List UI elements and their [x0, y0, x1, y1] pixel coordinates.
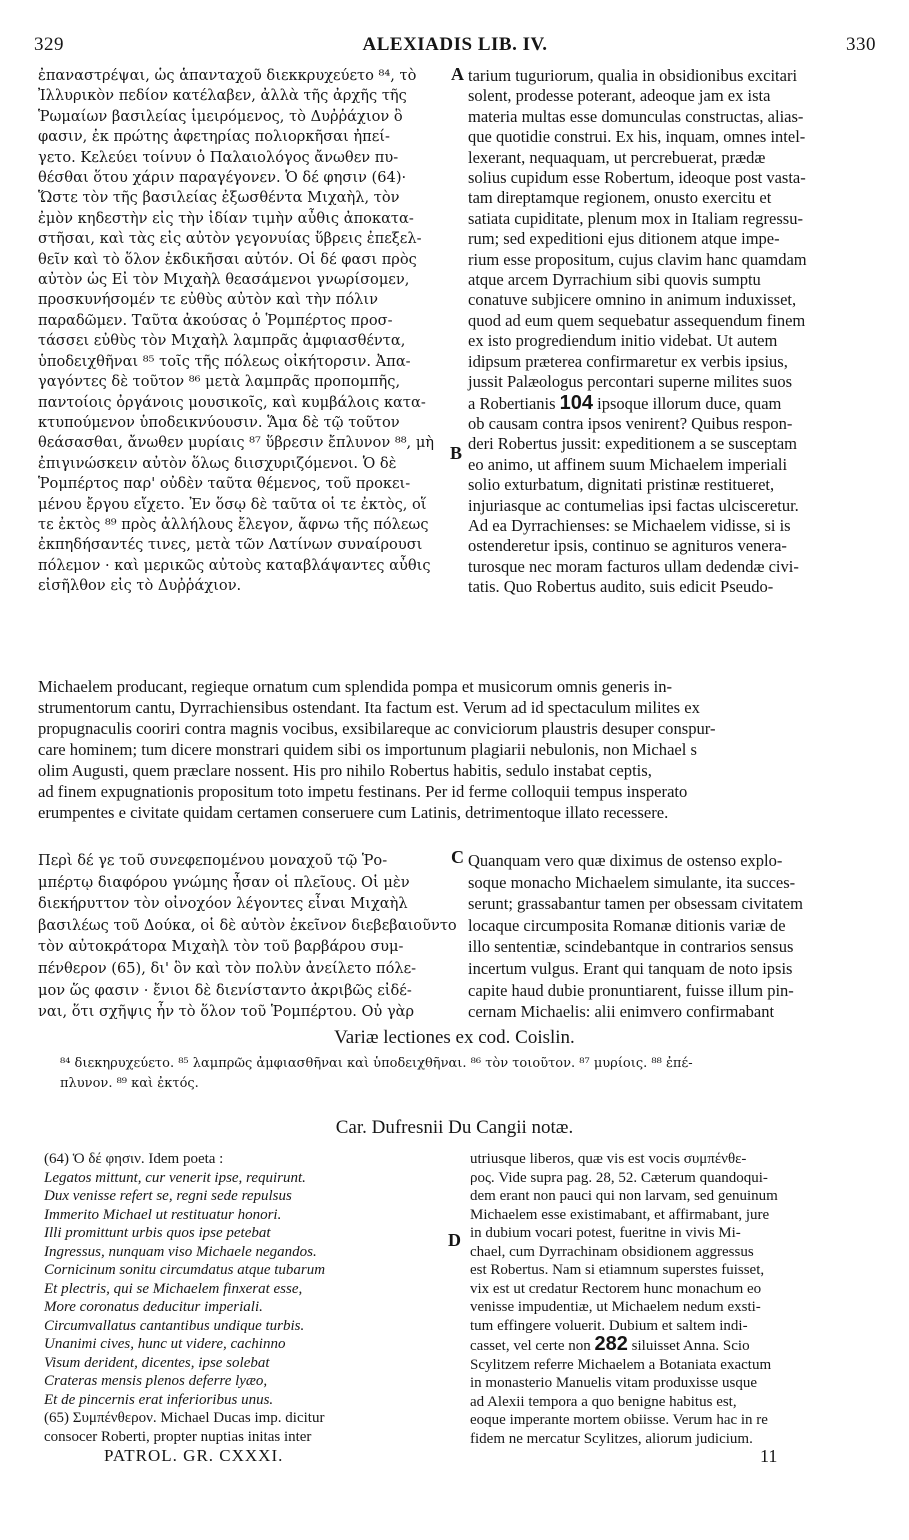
- note-line: tum effingere voluerit. Dubium et saltem indi-: [470, 1317, 748, 1334]
- text-line: θεάσασθαι, ἄνωθεν μυρίαις ⁸⁷ ὕβρεσιν ἔπλυνον ⁸⁸, μὴ: [38, 434, 435, 452]
- text-line: μον ὥς φασιν · ἔνιοι δὲ διενίσταντο ἀκριβῶς εἰδέ-: [38, 981, 412, 999]
- column-number: 282: [594, 1333, 628, 1355]
- text-line: παραδῶμεν. Ταῦτα ἀκούσας ὁ Ῥομπέρτος προσ-: [38, 311, 393, 329]
- text-line: διεκήρυττον τὸν οἰνοχόον λέγοντες εἶναι Μιχαὴλ: [38, 895, 408, 913]
- series-signature: PATROL. GR. CXXXI.: [104, 1446, 284, 1465]
- text-line: θεῖν καὶ τὸ ὅλον ἐκδικῆσαι αὐτόν. Οἱ δέ φασι πρὸς: [38, 250, 417, 268]
- text-line: ἐκπηδήσαντές τινες, μετὰ τῶν Λατίνων συναίρουσι: [38, 536, 423, 554]
- poem-verse: Crateras mensis plenos deferre lyæo,: [44, 1373, 268, 1389]
- text-line: τάσσει εὐθὺς τὸν Μιχαὴλ λαμπρᾶς ἀμφιασθέντα,: [38, 332, 406, 350]
- text-line: strumentorum cantu, Dyrrachiensibus ostendant. Ita factum est. Verum ad id spectaculum milites ex: [38, 698, 700, 717]
- text-line: ναι, ὅτι σχῆψις ἦν τὸ ὅλον τοῦ Ῥομπέρτου. Οὐ γὰρ: [38, 1003, 415, 1021]
- text-line: στῆσαι, καὶ τὰς εἰς αὐτὸν γεγονυίας ὕβρεις ἐπεξελ-: [38, 230, 422, 248]
- text-line: ἐμὸν κηδεστὴν εἰς τὴν ἰδίαν τιμὴν αὖθις ἀποκατα-: [38, 209, 414, 227]
- poem-verses: [44, 1169, 444, 1410]
- text-line: conatuve subjicere omnino in animum induxisset,: [468, 290, 797, 310]
- note-line: in monasterio Manuelis vitam produxisse usque: [470, 1375, 758, 1391]
- text-fragment: a Robertianis: [468, 393, 556, 413]
- text-line: tam direptamque regionem, onusto exercitu et: [468, 188, 772, 208]
- variant-readings-title: Variæ lectiones ex cod. Coislin.: [334, 1027, 575, 1048]
- text-line: quod ad eum quem sequebatur assequendum finem: [468, 310, 806, 330]
- page-number-right: 330: [846, 34, 876, 55]
- poem-verse: Legatos mittunt, cur venerit ipse, requirunt.: [44, 1169, 306, 1186]
- text-line: care hominem; tum dicere monstrari quidem sibi os importunum plagiarii nebulonis, non Michael s: [38, 740, 698, 759]
- note-line: chael, cum Dyrrachinam obsidionem aggressus: [470, 1243, 754, 1260]
- notes-right-column: [470, 1150, 878, 1448]
- poem-verse: Illi promittunt urbis quos ipse petebat: [44, 1225, 271, 1241]
- poem-verse: Ingressus, nunquam viso Michaele negandos.: [44, 1243, 317, 1260]
- text-line: ἐπιγινώσκειν αὐτὸν ὅλως διισχυριζόμενοι. Ὁ δὲ: [38, 454, 397, 472]
- poem-verse: Immerito Michael ut restituatur honori.: [44, 1206, 282, 1223]
- note-line: vix est ut credatur Rectorem hunc monachum eo: [470, 1280, 762, 1297]
- text-line: ob causam contra ipsos venirent? Quibus respon-: [468, 413, 793, 433]
- column-number: 104: [559, 391, 594, 414]
- text-line: Ἰλλυρικὸν πεδίον κατέλαβεν, ἀλλὰ τῆς ἀρχῆς τῆς: [38, 87, 407, 105]
- text-line: eo animo, ut affinem suum Michaelem imperiali: [468, 454, 788, 474]
- text-line: olim Augusti, quem præclare nossent. His pro nihilo Robertus habitis, sedulo instabat ceptis,: [38, 761, 652, 780]
- poem-verse: Et de pincernis erat inferioribus unus.: [44, 1391, 274, 1408]
- note-line: dem erant non pauci qui non larvam, sed genuinum: [470, 1188, 778, 1204]
- text-line: τε ἐκτὸς ⁸⁹ πρὸς ἀλλήλους ἔλεγον, ἄφνω τῆς πόλεως: [38, 515, 429, 533]
- note-line: est Robertus. Nam si etiamnum superstes fuisset,: [470, 1262, 765, 1278]
- latin-column-2: [468, 850, 876, 1023]
- poem-verse: Visum derident, dicentes, ipse solebat: [44, 1354, 270, 1371]
- greek-column-1: [38, 66, 458, 597]
- note-line: [470, 1335, 878, 1356]
- text-line: ἐπαναστρέψαι, ὡς ἁπανταχοῦ διεκκρυχεύετο ⁸⁴, τὸ: [38, 67, 417, 84]
- text-line: κτυπούμενον ὑποδεικνύουσιν. Ἅμα δὲ τῷ τοῦτον: [38, 413, 400, 431]
- text-line: materia multas esse domunculas constructas, alias-: [468, 106, 804, 126]
- note-line: consocer Roberti, propter nuptias initas inter: [44, 1428, 312, 1445]
- text-line: Περὶ δέ γε τοῦ συνεφεπομένου μοναχοῦ τῷ Ῥο-: [38, 852, 388, 869]
- text-line: jussit Palæologus percontari superne milites suos: [468, 372, 793, 392]
- note-line: ρος. Vide supra pag. 28, 52. Cæterum quandoqui-: [470, 1169, 768, 1186]
- text-line: rum; sed expeditioni ejus ditionem atque impe-: [468, 229, 780, 249]
- text-line: αὐτὸν ὡς Εἰ τὸν Μιχαὴλ θεασάμενοι γνωρίσομεν,: [38, 271, 410, 289]
- text-line: Ὥστε τὸν τῆς βασιλείας ἐξωσθέντα Μιχαὴλ, τὸν: [38, 189, 400, 207]
- section-marker-b: B: [450, 443, 463, 463]
- text-line: solius cupidum esse Robertum, ideoque post vasta-: [468, 168, 806, 188]
- poem-verse: Et plectris, qui se Michaelem finxerat esse,: [44, 1280, 303, 1297]
- text-line: ex isto progrediendum initio videbat. Ut autem: [468, 331, 778, 351]
- text-line: γετο. Κελεύει τοίνυν ὁ Παλαιολόγος ἄνωθεν πυ-: [38, 148, 399, 166]
- variant-line: ⁸⁴ διεκηρυχεύετο. ⁸⁵ λαμπρῶς ἀμφιασθῆναι καὶ ὑποδειχθῆναι. ⁸⁶ τὸν τοιοῦτον. ⁸⁷ μυρίοις. ⁸⁸ ἐπέ-: [60, 1056, 693, 1071]
- text-line: lexerant, nequaquam, ut percrebuerat, prædæ: [468, 147, 766, 167]
- note-line: eoque imperante mortem obiisse. Verum hac in re: [470, 1412, 768, 1428]
- full-width-paragraph: [38, 676, 878, 823]
- text-line: Ad ea Dyrrachienses: se Michaelem vidisse, si is: [468, 515, 791, 535]
- running-title: ALEXIADIS LIB. IV.: [362, 34, 548, 55]
- text-line: Ῥομπέρτος παρ' οὐδὲν ταῦτα θέμενος, τοῦ προκει-: [38, 475, 411, 493]
- note-line: Scylitzem referre Michaelem a Botaniata exactum: [470, 1356, 772, 1373]
- text-line: solent, prodesse poterant, adeoque jam ex ista: [468, 86, 771, 106]
- text-line: παντοίοις ὀργάνοις μουσικοῖς, καὶ κυμβάλοις κατα-: [38, 393, 426, 411]
- text-line: tatis. Quo Robertus audito, suis edicit Pseudo-: [468, 577, 774, 597]
- notes-left-column: [44, 1150, 444, 1446]
- text-line: θέσθαι ὅτου χάριν παραγέγονεν. Ὁ δέ φησιν (64)·: [38, 169, 407, 187]
- variant-readings: [60, 1054, 880, 1094]
- running-header: [34, 34, 876, 58]
- text-line: illo sententiæ, scindebantque in contrarios sensus: [468, 937, 794, 957]
- note-line: venisse impudentiæ, ut Michaelem nedum exsti-: [470, 1299, 761, 1315]
- text-line: erumpentes e civitate quidam certamen conseruere cum Latinis, detrimentoque illato recessere.: [38, 803, 669, 822]
- text-line: serunt; grassabantur tamen per obsessam civitatem: [468, 894, 803, 914]
- text-line: solio exturbatum, dignitati pristinæ restitueret,: [468, 475, 775, 495]
- text-line: Michaelem producant, regieque ornatum cum splendida pompa et musicorum omnis generis in-: [38, 677, 673, 696]
- text-fragment: siluisset Anna. Scio: [627, 1338, 750, 1354]
- text-line: turosque nec moram facturos ullam dedendæ civi-: [468, 556, 799, 576]
- section-marker-d: D: [448, 1230, 461, 1250]
- text-line: tarium tuguriorum, qualia in obsidionibus excitari: [468, 66, 798, 85]
- text-line: μπέρτῳ διαφόρου γνώμης ἦσαν οἱ πλεῖους. Οἱ μὲν: [38, 873, 410, 891]
- sheet-number: 11: [760, 1446, 778, 1466]
- text-line: incertum vulgus. Erant qui tanquam de noto ipsis: [468, 958, 793, 978]
- text-line: ὑποδειχθῆναι ⁸⁵ τοῖς τῆς πόλεως οἰκήτορσιν. Ἀπα-: [38, 352, 411, 370]
- text-line: εἰσῆλθον εἰς τὸ Δυῤῥάχιον.: [38, 577, 242, 595]
- text-line: πένθερον (65), δι' ὃν καὶ τὸν πολὺν ἀνείλετο πόλε-: [38, 959, 417, 977]
- poem-verse: Dux venisse refert se, regni sede repulsus: [44, 1188, 292, 1204]
- text-line: rium esse propositum, cujus clavim hanc quamdam: [468, 249, 807, 269]
- text-line: idipsum præterea confirmaretur ex verbis ipsius,: [468, 351, 788, 371]
- note-line: Michaelem esse existimabant, et affirmabant, jure: [470, 1206, 770, 1223]
- poem-verse: Circumvallatus cantantibus undique turbis.: [44, 1317, 305, 1334]
- page-number-left: 329: [34, 34, 64, 55]
- text-line: τὸν αὐτοκράτορα Μιχαὴλ τὸν τοῦ βαρβάρου συμ-: [38, 938, 404, 956]
- section-marker-a: A: [451, 64, 464, 84]
- text-line: πόλεμον · καὶ μερικῶς αὐτοὺς καταβλάψαντες αὖθις: [38, 556, 431, 574]
- text-line: injuriasque ac contumelias ipsi factas ulcisceretur.: [468, 495, 799, 515]
- poem-verse: More coronatus deducitur imperiali.: [44, 1299, 263, 1315]
- text-line: satiata cupiditate, plenum mox in Italiam regressu-: [468, 208, 803, 228]
- text-line: locaque circumposita Romanæ ditionis variæ de: [468, 915, 786, 935]
- text-line: soque monacho Michaelem simulante, ita succes-: [468, 872, 796, 892]
- text-line: propugnaculis cooriri contra magnis vocibus, exsibilareque ac conviciorum plaustris desuper conspur-: [38, 719, 716, 738]
- note-intro: (64) Ὁ δέ φησιν. Idem poeta :: [44, 1151, 224, 1167]
- poem-verse: Cornicinum sonitu circumdatus atque tubarum: [44, 1262, 326, 1278]
- text-line: que quotidie construi. Ex his, inquam, omnes intel-: [468, 127, 806, 147]
- note-line: fidem ne mercatur Scylitzes, aliorum judicium.: [470, 1430, 753, 1447]
- note-line: in dubium vocari potest, fueritne in vivis Mi-: [470, 1225, 741, 1241]
- text-line: cernam Michaelis: alii enimvero confirmabant: [468, 1002, 775, 1022]
- text-line: ad finem expugnationis propositum toto impetu festinans. Per id ferme colloquii tempus insperato: [38, 782, 688, 801]
- text-line: Quanquam vero quæ diximus de ostenso explo-: [468, 851, 783, 870]
- text-line: προσκυνήσομέν τε εὐθὺς αὐτὸν καὶ τὴν πόλιν: [38, 291, 378, 309]
- variant-line: πλυνον. ⁸⁹ καὶ ἐκτός.: [60, 1076, 199, 1091]
- note-line: (65) Συμπένθερον. Michael Ducas imp. dicitur: [44, 1410, 325, 1426]
- greek-column-2: [38, 850, 458, 1023]
- text-fragment: casset, vel certe non: [470, 1338, 591, 1354]
- poem-verse: Unanimi cives, hunc ut videre, cachinno: [44, 1336, 286, 1352]
- text-line: atque arcem Dyrrachium sibi quovis sumptu: [468, 270, 761, 290]
- text-fragment: ipsoque illorum duce, quam: [593, 393, 782, 413]
- text-line: capite haud dubie pronuntiarent, fuisse illum pin-: [468, 980, 794, 1000]
- text-line: deri Robertus jussit: expeditionem a se susceptam: [468, 434, 798, 454]
- note-line: ad Alexii tempora a quo benigne habitus est,: [470, 1393, 737, 1410]
- text-line: [468, 393, 876, 414]
- text-line: γαγόντες δὲ τοῦτον ⁸⁶ μετὰ λαμπρᾶς προπομπῆς,: [38, 373, 401, 391]
- text-line: μένου ἔργου εἴχετο. Ἐν ὅσῳ δὲ ταῦτα οἱ τε ἐκτὸς, οἵ: [38, 495, 427, 513]
- note-line: utriusque liberos, quæ vis est vocis συμπένθε-: [470, 1151, 747, 1167]
- text-line: βασιλέως τοῦ Δούκα, οἱ δὲ αὐτὸν ἐκεῖνον διεβεβαιοῦντο: [38, 916, 457, 934]
- notes-title: Car. Dufresnii Du Cangii notæ.: [335, 1117, 574, 1138]
- section-marker-c: C: [451, 847, 464, 867]
- latin-column-1: [468, 66, 876, 598]
- text-line: φασιν, ἐκ πρώτης ἀφετηρίας πολιορκῆσαι ἠπεί-: [38, 128, 390, 146]
- text-line: ostenderetur ipsis, continuo se agnituros venera-: [468, 536, 787, 556]
- text-line: Ῥωμαίων βασιλείας ἱμειρόμενος, τὸ Δυῤῥάχιον ὃ: [38, 107, 403, 125]
